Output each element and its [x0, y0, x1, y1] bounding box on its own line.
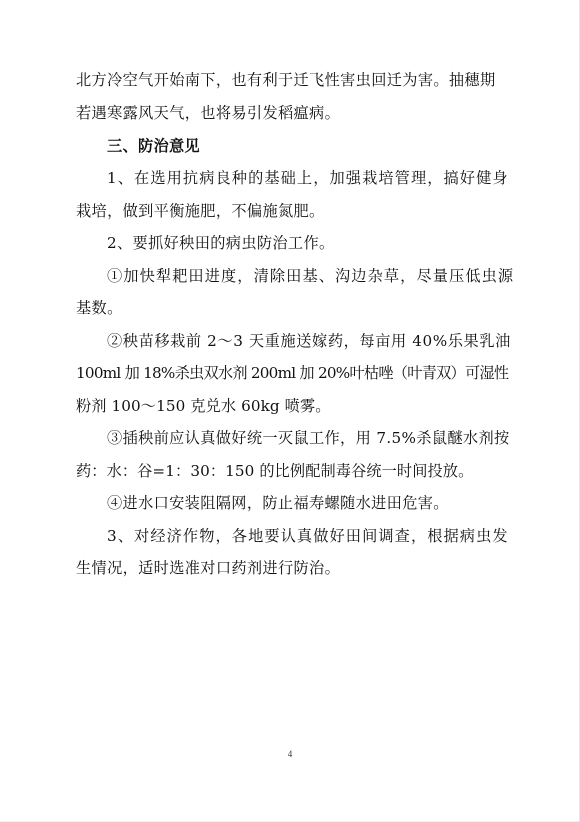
paragraph-line: 1、在选用抗病良种的基础上，加强栽培管理，搞好健身 — [107, 169, 509, 187]
paragraph-line: ①加快犁耙田进度，清除田基、沟边杂草，尽量压低虫源 — [107, 267, 515, 285]
paragraph-line: 生情况，适时选准对口药剂进行防治。 — [76, 559, 341, 577]
paragraph-line: 北方冷空气开始南下，也有利于迁飞性害虫回迁为害。抽穗期 — [76, 71, 496, 89]
section-heading: 三、防治意见 — [107, 137, 200, 155]
paragraph-line: 基数。 — [76, 299, 123, 317]
paragraph-line: ③插秧前应认真做好统一灭鼠工作，用 7.5%杀鼠醚水剂按 — [107, 429, 510, 447]
paragraph-line: 2、要抓好秧田的病虫防治工作。 — [107, 234, 335, 252]
paragraph-line: ④进水口安装阻隔网，防止福寿螺随水进田危害。 — [107, 494, 449, 512]
paragraph-line: 药：水：谷=1：30：150 的比例配制毒谷统一时间投放。 — [76, 462, 474, 480]
paragraph-line: 若遇寒露风天气，也将易引发稻瘟病。 — [76, 104, 341, 122]
paragraph-line: 栽培，做到平衡施肥，不偏施氮肥。 — [76, 202, 325, 220]
paragraph-line: 3、对经济作物，各地要认真做好田间调查，根据病虫发 — [107, 527, 509, 545]
paragraph-line: 粉剂 100～150 克兑水 60kg 喷雾。 — [76, 397, 331, 415]
paragraph-line: ②秧苗移栽前 2～3 天重施送嫁药，每亩用 40%乐果乳油 — [107, 332, 511, 350]
page-number: 4 — [287, 749, 293, 759]
paragraph-line: 100ml 加 18%杀虫双水剂 200ml 加 20%叶枯唑（叶青双）可湿性 — [76, 364, 509, 382]
